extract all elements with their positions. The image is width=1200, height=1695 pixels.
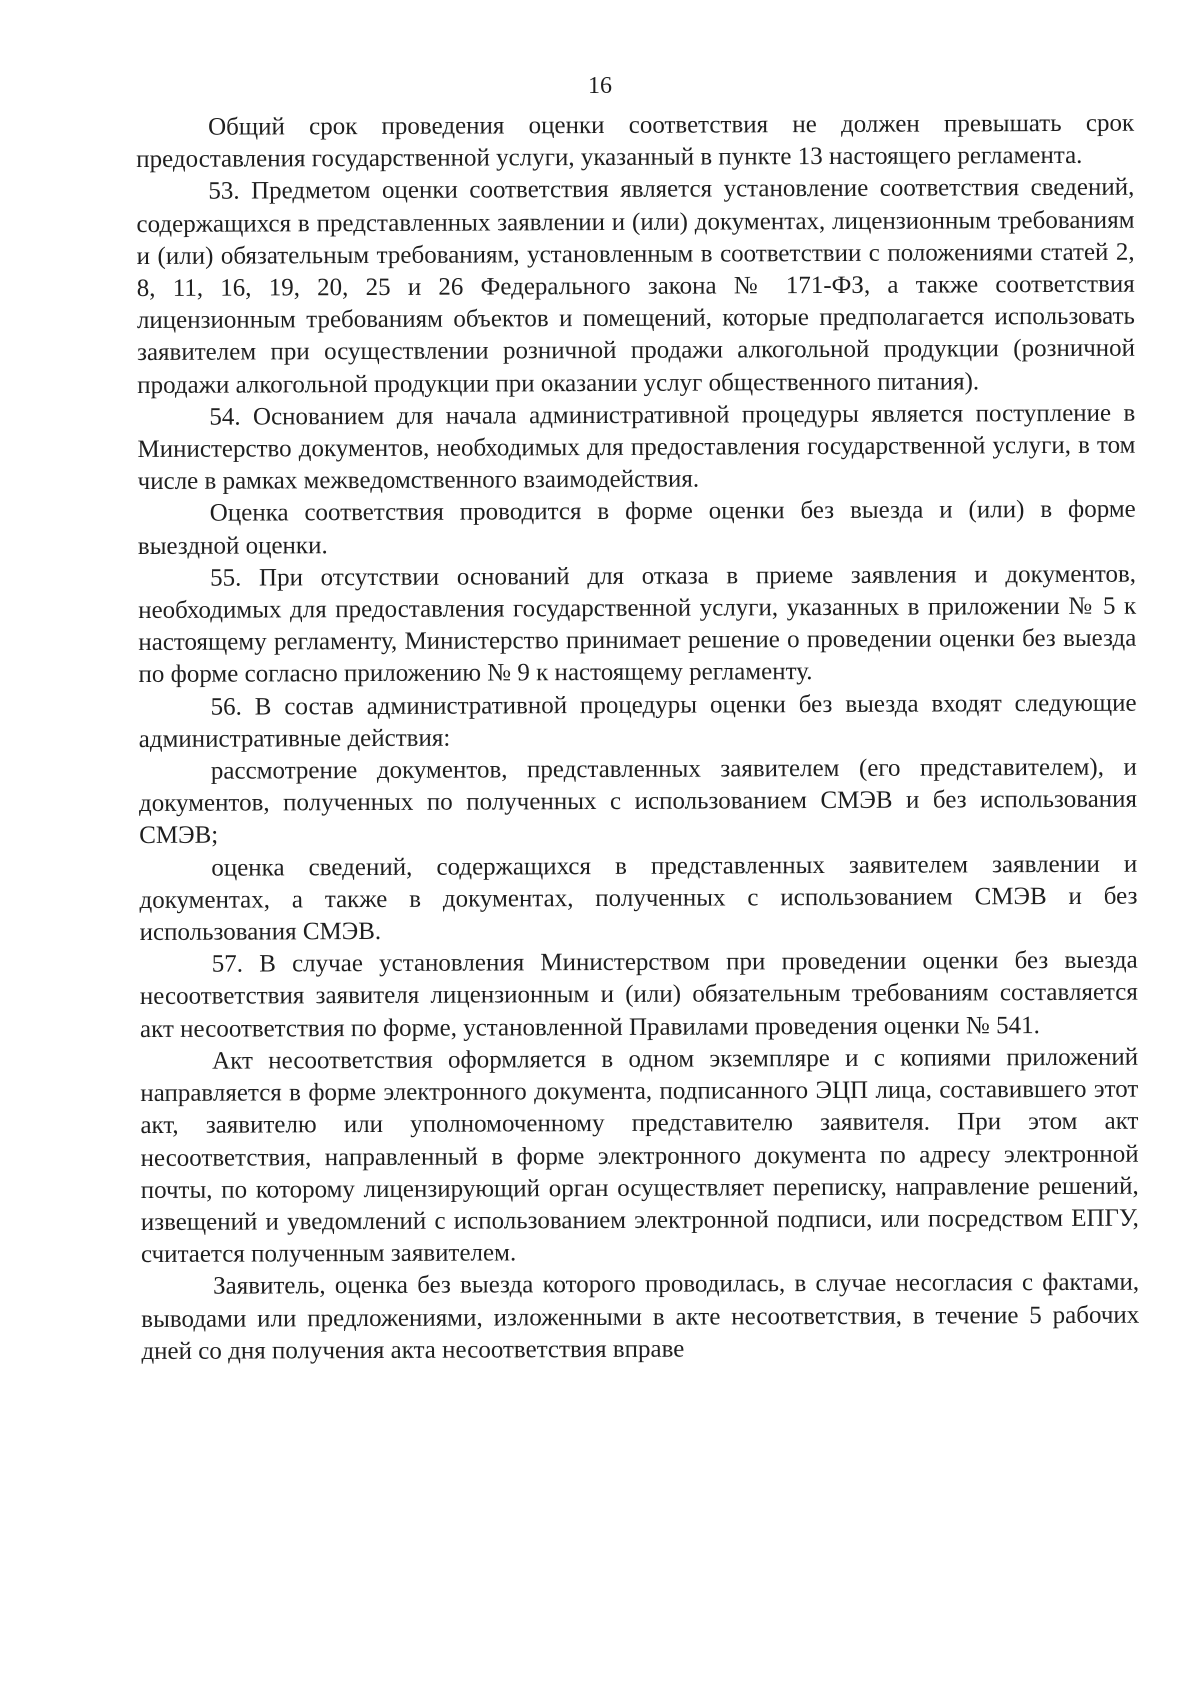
paragraph-54: 54. Основанием для начала административной процедуры является поступление в Министерство документов, необходимых для предоставления государственной услуги, в том числе в рамках межведомственного взаимодействия. <box>137 399 1136 496</box>
page-number: 16 <box>588 73 612 99</box>
paragraph-56-item-1: рассмотрение документов, представленных заявителем (его представителем), и документов, полученных по полученных с использованием СМЭВ и без использования СМЭВ; <box>138 753 1138 850</box>
paragraph-57: 57. В случае установления Министерством при проведении оценки без выезда несоответствия заявителя лицензионным и (или) обязательным требованиям составляется акт несоответствия по форме, установленной Правилами проведения оценки № 541. <box>139 946 1138 1043</box>
paragraph-applicant-disagreement: Заявитель, оценка без выезда которого проводилась, в случае несогласия с фактами, выводами или предложениями, изложенными в акте несоответствия, в течение 5 рабочих дней со дня получения акта несоответствия вправе <box>141 1268 1140 1365</box>
paragraph-assessment-form: Оценка соответствия проводится в форме оценки без выезда и (или) в форме выездной оценки. <box>137 496 1136 560</box>
paragraph-56-item-2: оценка сведений, содержащихся в представленных заявителем заявлении и документах, а также в документах, полученных с использованием СМЭВ и без использования СМЭВ. <box>139 850 1138 947</box>
paragraph-55: 55. При отсутствии оснований для отказа в приеме заявления и документов, необходимых для предоставления государственной услуги, указанных в приложении № 5 к настоящему регламенту, Министерство принимает решение о проведении оценки без выезда по форме согласно приложению № 9 к настоящему регламенту. <box>138 560 1137 689</box>
paragraph-nonconformity-act: Акт несоответствия оформляется в одном экземпляре и с копиями приложений направляется в форме электронного документа, подписанного ЭЦП лица, составившего этот акт, заявителю или уполномоченному представителю заявителя. При этом акт несоответствия, направленный в форме электронного документа по адресу электронной почты, по которому лицензирующий орган осуществляет переписку, направление решений, извещений и уведомлений с использованием электронной подписи, или посредством ЕПГУ, считается полученным заявителем. <box>140 1043 1139 1269</box>
document-body <box>136 108 1139 1368</box>
paragraph-56: 56. В состав административной процедуры оценки без выезда входят следующие административные действия: <box>138 689 1137 753</box>
paragraph-total-term: Общий срок проведения оценки соответствия не должен превышать срок предоставления государственной услуги, указанный в пункте 13 настоящего регламента. <box>136 109 1135 174</box>
paragraph-53: 53. Предметом оценки соответствия является установление соответствия сведений, содержащихся в представленных заявлении и (или) документах, лицензионным требованиям и (или) обязательным требованиям, установленным в соответствии с положениями статей 2, 8, 11, 16, 19, 20, 25 и 26 Федерального закона № 171-ФЗ, а также соответствия лицензионным требованиям объектов и помещений, которые предполагается использовать заявителем при осуществлении розничной продажи алкогольной продукции (розничной продажи алкогольной продукции при оказании услуг общественного питания). <box>136 174 1136 399</box>
